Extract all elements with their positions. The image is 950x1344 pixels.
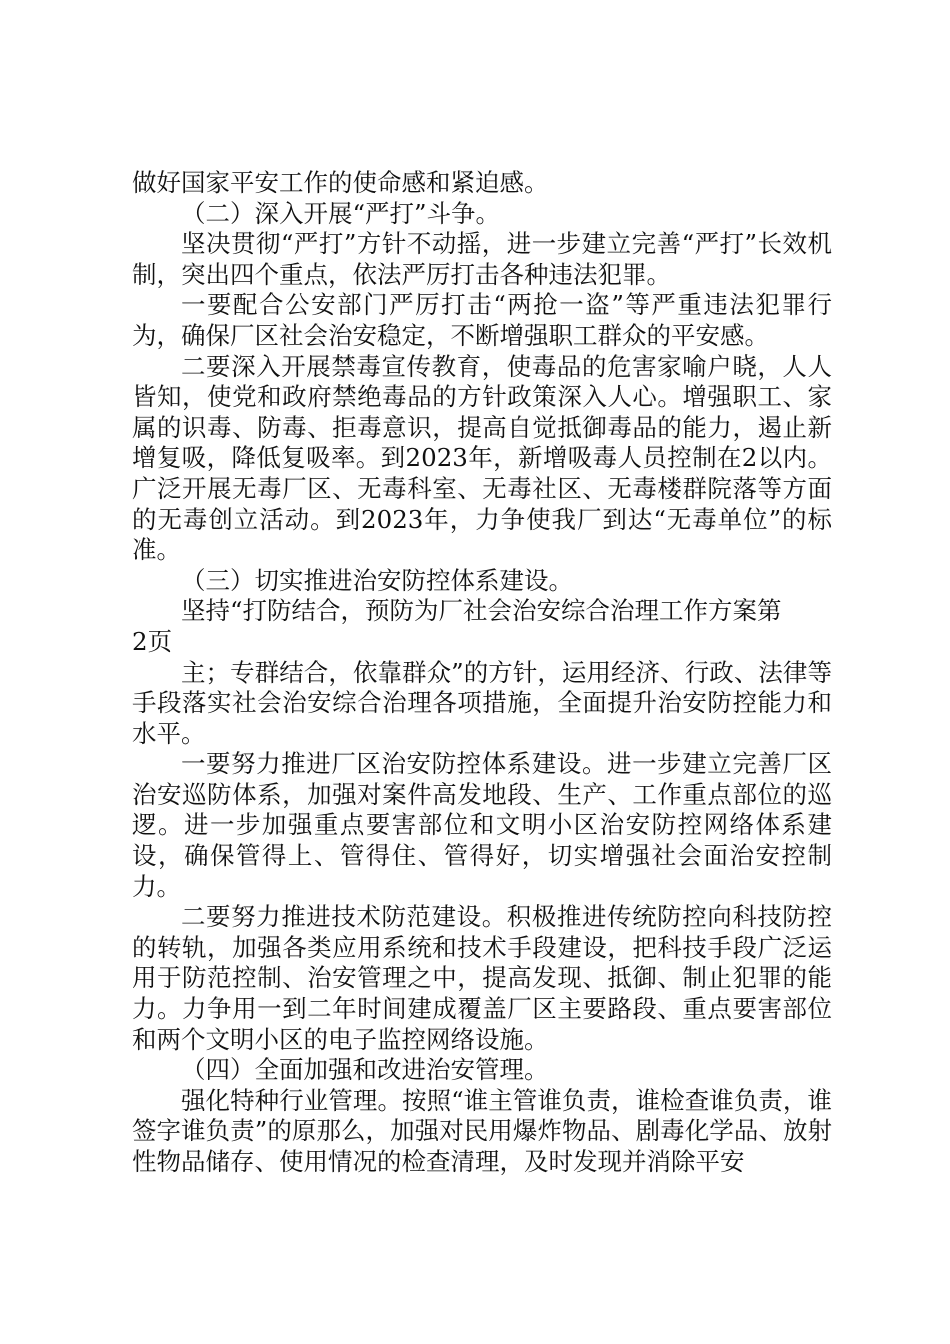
section-heading-2: （二）深入开展“严打”斗争。 <box>181 198 501 228</box>
paragraph: 强化特种行业管理。按照“谁主管谁负责，谁检查谁负责，谁签字谁负责”的原那么，加强对民用爆炸物品、剧毒化学品、放射性物品储存、使用情况的检查清理，及时发现并消除平安 <box>132 1085 832 1176</box>
page-marker: 2页 <box>132 626 173 656</box>
paragraph: 一要配合公安部门严厉打击“两抢一盗”等严重违法犯罪行为，确保厂区社会治安稳定，不断增强职工群众的平安感。 <box>132 290 832 350</box>
paragraph: 二要深入开展禁毒宣传教育，使毒品的危害家喻户晓，人人皆知，使党和政府禁绝毒品的方针政策深入人心。增强职工、家属的识毒、防毒、拒毒意识，提高自觉抵御毒品的能力，遏止新增复吸，降低复吸率。到2023年，新增吸毒人员控制在2以内。广泛开展无毒厂区、无毒科室、无毒社区、无毒楼群院落等方面的无毒创立活动。到2023年，力争使我厂到达“无毒单位”的标准。 <box>132 351 832 565</box>
section-heading-3: （三）切实推进治安防控体系建设。 <box>181 565 573 595</box>
paragraph: 坚持“打防结合，预防为厂社会治安综合治理工作方案第 <box>181 596 782 626</box>
document-body <box>132 168 832 1178</box>
paragraph: 坚决贯彻“严打”方针不动摇，进一步建立完善“严打”长效机制，突出四个重点，依法严厉打击各种违法犯罪。 <box>132 229 832 289</box>
section-heading-4: （四）全面加强和改进治安管理。 <box>181 1055 549 1085</box>
paragraph-continuation: 做好国家平安工作的使命感和紧迫感。 <box>132 168 549 197</box>
paragraph: 一要努力推进厂区治安防控体系建设。进一步建立完善厂区治安巡防体系，加强对案件高发地段、生产、工作重点部位的巡逻。进一步加强重点要害部位和文明小区治安防控网络体系建设，确保管得上、管得住、管得好，切实增强社会面治安控制力。 <box>132 749 832 901</box>
paragraph: 二要努力推进技术防范建设。积极推进传统防控向科技防控的转轨，加强各类应用系统和技术手段建设，把科技手段广泛运用于防范控制、治安管理之中，提高发现、抵御、制止犯罪的能力。力争用一到二年时间建成覆盖厂区主要路段、重点要害部位和两个文明小区的电子监控网络设施。 <box>132 902 832 1054</box>
paragraph: 主；专群结合，依靠群众”的方针，运用经济、行政、法律等手段落实社会治安综合治理各项措施，全面提升治安防控能力和水平。 <box>132 657 832 748</box>
